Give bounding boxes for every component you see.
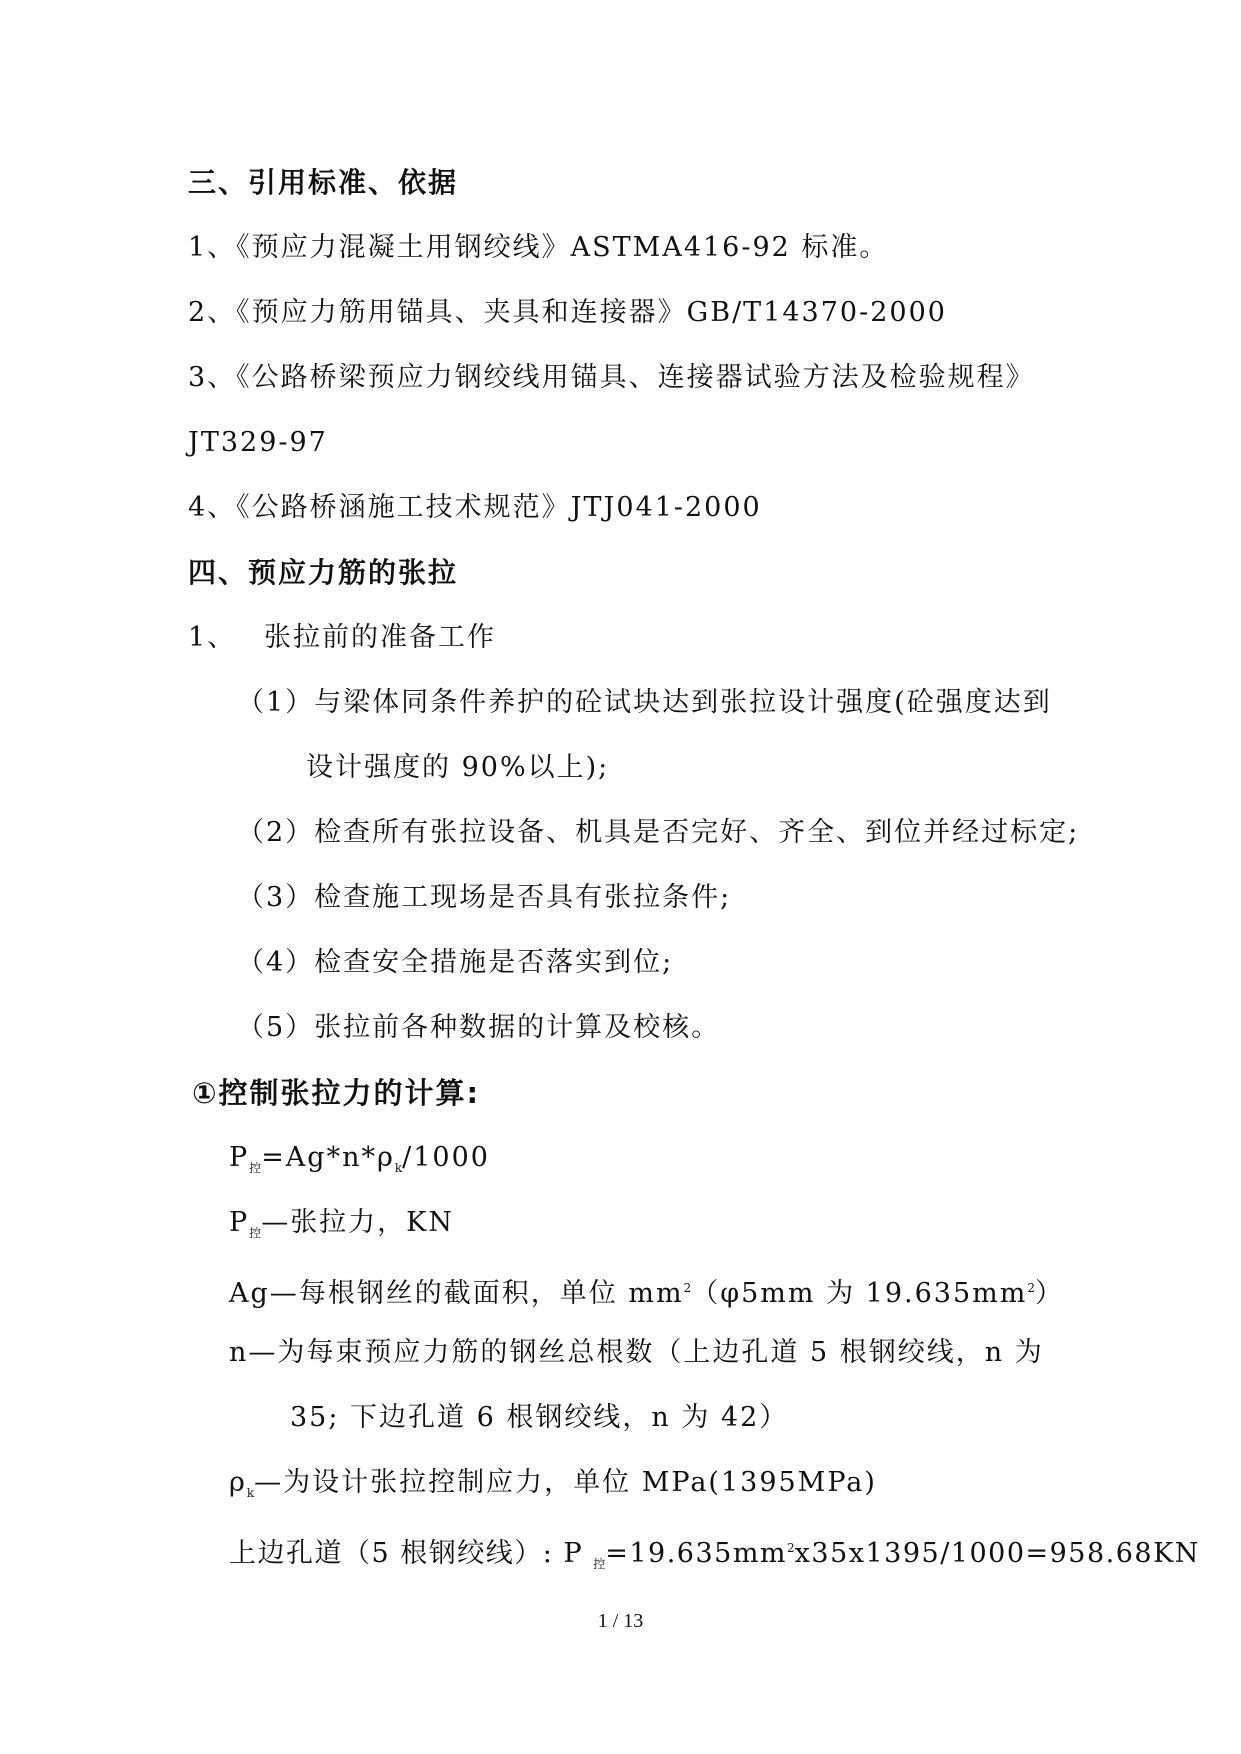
upper-kong-subscript: 控	[593, 1557, 606, 1571]
step-title: 张拉前的准备工作	[264, 622, 496, 653]
definition-p	[229, 1206, 454, 1250]
def-ag-text1: Ag—每根钢丝的截面积，单位 mm	[229, 1278, 684, 1309]
definition-ag	[229, 1271, 1064, 1311]
upper-square: 2	[787, 1541, 795, 1555]
section-heading-references: 三、引用标准、依据	[188, 166, 459, 199]
reference-item-3-code: JT329-97	[188, 427, 328, 458]
formula-k-subscript: k	[394, 1161, 403, 1175]
prep-item-3: （3）检查施工现场是否具有张拉条件;	[237, 882, 732, 913]
calc-heading: ①控制张拉力的计算:	[192, 1076, 481, 1110]
formula-tail: /1000	[402, 1142, 490, 1173]
formula-kong-subscript: 控	[249, 1161, 262, 1175]
def-p-symbol: P	[229, 1207, 250, 1238]
def-ag-square-2: 2	[1027, 1281, 1035, 1295]
def-ag-text3: ）	[1035, 1278, 1064, 1309]
prep-item-1: （1）与梁体同条件养护的砼试块达到张拉设计强度(砼强度达到	[237, 687, 1052, 718]
def-p-text: —张拉力，KN	[261, 1207, 454, 1238]
upper-text2: =19.635mm	[605, 1538, 788, 1569]
upper-text3: x35x1395/1000=958.68KN	[794, 1538, 1200, 1569]
formula-mid: =Ag*n*ρ	[261, 1142, 395, 1173]
page-number: 1 / 13	[597, 1610, 644, 1632]
def-rho-text: —为设计张拉控制应力，单位 MPa(1395MPa)	[254, 1467, 877, 1498]
step-number: 1、	[188, 622, 237, 653]
prep-item-5: （5）张拉前各种数据的计算及校核。	[237, 1012, 721, 1043]
formula-p: P	[229, 1142, 250, 1173]
definition-n: n—为每束预应力筋的钢丝总根数（上边孔道 5 根钢绞线，n 为	[229, 1337, 1044, 1368]
prep-item-4: （4）检查安全措施是否落实到位;	[237, 947, 674, 978]
section-heading-tensioning: 四、预应力筋的张拉	[188, 556, 459, 589]
definition-n-cont: 35; 下边孔道 6 根钢绞线，n 为 42）	[290, 1402, 789, 1433]
prep-item-1-cont: 设计强度的 90%以上);	[306, 752, 610, 783]
formula-line	[229, 1141, 490, 1185]
reference-item-4: 4、《公路桥涵施工技术规范》JTJ041-2000	[188, 492, 762, 523]
def-ag-text2: （φ5mm 为 19.635mm	[691, 1278, 1028, 1309]
upper-text1: 上边孔道（5 根钢绞线）: P	[229, 1538, 594, 1569]
def-rho-k-subscript: k	[246, 1486, 255, 1500]
reference-item-1: 1、《预应力混凝土用钢绞线》ASTMA416-92 标准。	[188, 232, 889, 263]
def-ag-square-1: 2	[683, 1281, 692, 1295]
upper-duct-calculation	[229, 1531, 1200, 1581]
def-p-kong-subscript: 控	[249, 1226, 262, 1240]
definition-rho	[229, 1466, 877, 1510]
reference-item-2: 2、《预应力筋用锚具、夹具和连接器》GB/T14370-2000	[188, 297, 947, 328]
reference-item-3: 3、《公路桥梁预应力钢绞线用锚具、连接器试验方法及检验规程》	[188, 362, 1035, 393]
def-rho-symbol: ρ	[229, 1467, 247, 1498]
prep-item-2: （2）检查所有张拉设备、机具是否完好、齐全、到位并经过标定;	[237, 817, 1080, 848]
